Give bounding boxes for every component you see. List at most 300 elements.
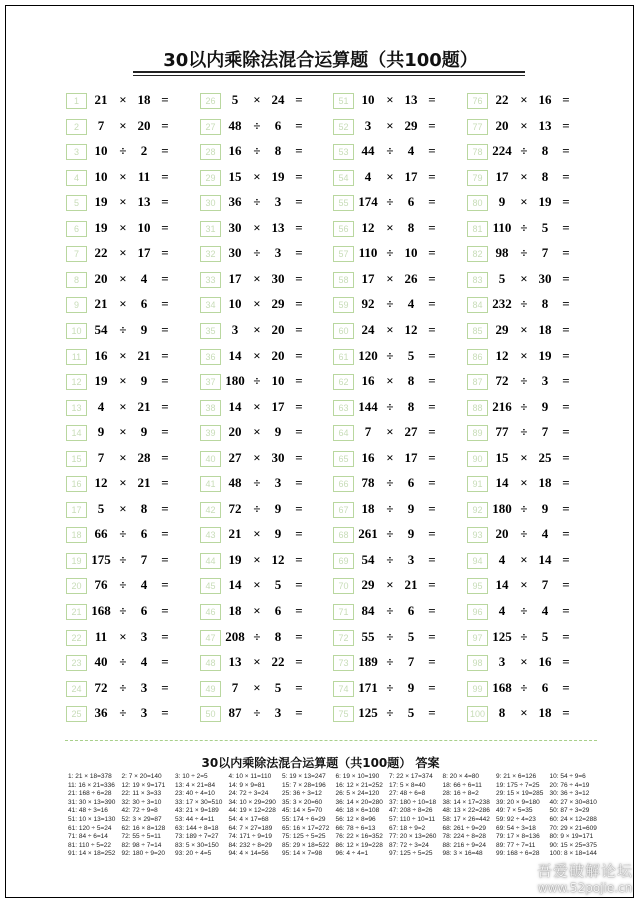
equals-sign: =: [295, 347, 303, 363]
operand-a: 216: [492, 398, 512, 414]
operand-a: 5: [97, 500, 105, 516]
operator: ×: [520, 117, 528, 133]
problem-number: 59: [333, 297, 354, 313]
operand-a: 29: [495, 321, 509, 337]
equals-sign: =: [428, 449, 436, 465]
problem-number: 21: [66, 604, 87, 620]
problem-number: 94: [467, 553, 488, 569]
operand-b: 11: [137, 168, 151, 184]
equals-sign: =: [428, 679, 436, 695]
answer-item: 34: 10 × 29=290: [228, 798, 276, 806]
operand-a: 208: [225, 628, 245, 644]
title-underline-thin: [133, 75, 525, 76]
equals-sign: =: [428, 373, 436, 389]
operator: ÷: [520, 628, 528, 644]
operator: ÷: [386, 603, 394, 618]
equals-sign: =: [428, 296, 436, 312]
problem-number: 88: [467, 400, 488, 416]
operator: ÷: [119, 679, 127, 695]
problem-number: 61: [333, 349, 354, 365]
operator: ×: [386, 373, 394, 389]
problem-number: 13: [66, 400, 87, 416]
watermark-line2: www.52pojie.cn: [537, 881, 633, 895]
problem-number: 63: [333, 400, 354, 416]
operator: ×: [253, 168, 261, 184]
operand-b: 3: [140, 679, 148, 695]
operand-a: 7: [364, 424, 372, 440]
operand-a: 19: [94, 219, 108, 235]
equals-sign: =: [295, 321, 303, 337]
answer-item: 62: 16 × 8=128: [121, 824, 166, 832]
operator: ÷: [520, 679, 528, 695]
operand-b: 9: [407, 526, 415, 542]
operand-a: 110: [358, 245, 378, 261]
equals-sign: =: [562, 398, 570, 414]
operand-a: 76: [94, 577, 108, 593]
equals-sign: =: [161, 92, 169, 107]
answer-item: 4: 10 × 11=110: [228, 773, 272, 780]
operand-b: 3: [407, 551, 415, 567]
operand-a: 4: [364, 168, 372, 184]
problem-number: 12: [66, 374, 87, 390]
equals-sign: =: [161, 270, 169, 286]
operator: ×: [386, 449, 394, 465]
answer-item: 14: 9 × 9=81: [228, 781, 266, 789]
equals-sign: =: [562, 475, 570, 491]
operator: ×: [386, 219, 394, 235]
answer-item: 23: 40 ÷ 4=10: [175, 790, 215, 798]
operator: ×: [253, 321, 261, 337]
operand-b: 7: [541, 577, 549, 593]
answer-item: 77: 20 × 13=260: [389, 833, 437, 841]
problem-number: 11: [66, 349, 87, 365]
operator: ×: [119, 245, 127, 261]
operator: ×: [520, 551, 528, 567]
answer-item: 82: 98 ÷ 7=14: [121, 841, 162, 849]
operator: ÷: [520, 398, 528, 414]
operand-b: 8: [407, 373, 415, 389]
operator: ÷: [520, 603, 528, 618]
problem-number: 26: [200, 93, 221, 109]
answer-item: 97: 125 ÷ 5=25: [389, 850, 433, 857]
answer-item: 92: 180 ÷ 9=20: [121, 850, 166, 857]
operator: ÷: [119, 654, 127, 670]
equals-sign: =: [428, 628, 436, 644]
operand-b: 7: [541, 424, 549, 440]
equals-sign: =: [428, 347, 436, 363]
problem-number: 6: [66, 221, 87, 237]
answer-item: 42: 72 ÷ 9=8: [121, 807, 158, 815]
answer-item: 8: 20 × 4=80: [442, 773, 480, 780]
answer-item: 10: 54 ÷ 9=6: [549, 773, 586, 780]
problem-number: 34: [200, 297, 221, 313]
operand-b: 5: [274, 679, 282, 695]
answer-item: 47: 208 ÷ 8=26: [389, 807, 433, 815]
operand-a: 48: [228, 475, 242, 491]
operand-a: 144: [358, 398, 378, 414]
equals-sign: =: [562, 500, 570, 516]
equals-sign: =: [295, 603, 303, 618]
equals-sign: =: [562, 424, 570, 440]
operator: ×: [520, 321, 528, 337]
answer-item: 7: 22 × 17=374: [389, 773, 433, 780]
answer-item: 15: 7 × 28=196: [282, 781, 326, 789]
operand-a: 7: [231, 679, 239, 695]
equals-sign: =: [295, 526, 303, 542]
equals-sign: =: [562, 551, 570, 567]
problem-number: 90: [467, 451, 488, 467]
answer-item: 45: 14 × 5=70: [282, 807, 323, 815]
operand-b: 7: [407, 654, 415, 670]
operand-a: 40: [94, 654, 108, 670]
operand-b: 9: [407, 500, 415, 516]
operator: ×: [520, 449, 528, 465]
problem-number: 8: [66, 272, 87, 288]
answer-item: 71: 84 ÷ 6=14: [68, 833, 108, 841]
equals-sign: =: [562, 219, 570, 235]
equals-sign: =: [562, 449, 570, 465]
operand-b: 16: [538, 92, 552, 107]
operand-b: 6: [140, 296, 148, 312]
operand-b: 13: [137, 194, 151, 210]
operand-a: 4: [498, 551, 506, 567]
operand-a: 30: [228, 245, 242, 261]
operand-b: 3: [541, 373, 549, 389]
problem-number: 100: [467, 706, 488, 722]
answer-item: 67: 18 ÷ 9=2: [389, 824, 426, 832]
equals-sign: =: [295, 679, 303, 695]
answer-item: 46: 18 × 6=108: [335, 807, 380, 815]
equals-sign: =: [161, 628, 169, 644]
answer-item: 31: 30 × 13=390: [68, 798, 116, 806]
equals-sign: =: [295, 398, 303, 414]
equals-sign: =: [562, 270, 570, 286]
operand-a: 14: [228, 347, 242, 363]
operator: ×: [520, 168, 528, 184]
problem-number: 47: [200, 630, 221, 646]
problem-number: 39: [200, 425, 221, 441]
problem-number: 48: [200, 655, 221, 671]
answer-divider: [65, 740, 597, 741]
equals-sign: =: [562, 92, 570, 107]
answer-item: 39: 20 × 9=180: [496, 798, 540, 806]
operator: ÷: [253, 705, 261, 721]
operand-a: 10: [94, 143, 108, 159]
operand-a: 19: [228, 551, 242, 567]
operator: ×: [253, 526, 261, 542]
equals-sign: =: [562, 603, 570, 618]
answer-item: 87: 72 ÷ 3=24: [389, 841, 429, 849]
operand-a: 7: [97, 449, 105, 465]
equals-sign: =: [161, 551, 169, 567]
answer-item: 95: 14 × 7=98: [282, 850, 323, 857]
operand-a: 54: [361, 551, 375, 567]
operand-b: 8: [407, 398, 415, 414]
equals-sign: =: [428, 551, 436, 567]
operator: ÷: [253, 194, 261, 210]
problem-number: 31: [200, 221, 221, 237]
equals-sign: =: [161, 168, 169, 184]
operand-b: 3: [274, 194, 282, 210]
answer-item: 13: 4 × 21=84: [175, 781, 216, 789]
equals-sign: =: [295, 551, 303, 567]
answer-item: 32: 30 ÷ 3=10: [121, 798, 162, 806]
operator: ×: [119, 92, 127, 107]
operand-a: 22: [94, 245, 108, 261]
operator: ÷: [520, 143, 528, 159]
operand-b: 13: [538, 117, 552, 133]
operator: ×: [386, 270, 394, 286]
operator: ÷: [520, 373, 528, 389]
operator: ÷: [253, 475, 261, 491]
operator: ÷: [520, 424, 528, 440]
problem-number: 98: [467, 655, 488, 671]
operator: ÷: [253, 500, 261, 516]
operand-b: 6: [541, 679, 549, 695]
answer-item: 74: 171 ÷ 9=19: [228, 833, 273, 841]
equals-sign: =: [295, 296, 303, 312]
operand-b: 9: [274, 526, 282, 542]
equals-sign: =: [295, 628, 303, 644]
operand-b: 8: [140, 500, 148, 516]
operator: ÷: [386, 500, 394, 516]
problem-number: 74: [333, 681, 354, 697]
problem-number: 43: [200, 527, 221, 543]
equals-sign: =: [161, 117, 169, 133]
operator: ÷: [119, 705, 127, 721]
answer-item: 88: 216 ÷ 9=24: [442, 841, 487, 849]
problem-number: 58: [333, 272, 354, 288]
operand-a: 14: [228, 398, 242, 414]
operator: ×: [253, 347, 261, 363]
watermark: [537, 860, 633, 895]
operand-a: 24: [361, 321, 375, 337]
operand-a: 10: [361, 92, 375, 107]
answer-item: 28: 16 ÷ 8=2: [442, 790, 479, 798]
problem-number: 64: [333, 425, 354, 441]
operator: ×: [386, 424, 394, 440]
operand-b: 4: [541, 603, 549, 618]
operator: ×: [253, 551, 261, 567]
equals-sign: =: [295, 373, 303, 389]
answer-item: 52: 3 × 29=87: [121, 816, 162, 823]
answer-item: 5: 19 × 13=247: [282, 773, 326, 780]
operand-a: 17: [361, 270, 375, 286]
problem-number: 3: [66, 144, 87, 160]
operand-b: 4: [541, 526, 549, 542]
operator: ÷: [386, 705, 394, 721]
operand-a: 13: [228, 654, 242, 670]
operand-a: 5: [498, 270, 506, 286]
operator: ×: [119, 398, 127, 414]
equals-sign: =: [428, 603, 436, 618]
operand-b: 6: [407, 475, 415, 491]
answer-item: 22: 11 × 3=33: [121, 790, 162, 798]
problem-number: 65: [333, 451, 354, 467]
answer-item: 54: 4 × 17=68: [228, 816, 269, 823]
operand-b: 5: [407, 705, 415, 721]
answer-item: 1: 21 × 18=378: [68, 773, 112, 780]
operator: ×: [119, 500, 127, 516]
answer-item: 17: 5 × 8=40: [389, 781, 426, 789]
operator: ÷: [386, 475, 394, 491]
equals-sign: =: [161, 347, 169, 363]
problem-number: 62: [333, 374, 354, 390]
operand-b: 12: [404, 321, 418, 337]
operand-b: 17: [404, 168, 418, 184]
equals-sign: =: [428, 705, 436, 721]
problem-number: 72: [333, 630, 354, 646]
operand-a: 4: [97, 398, 105, 414]
operand-b: 7: [541, 245, 549, 261]
operand-b: 29: [271, 296, 285, 312]
answer-item: 35: 3 × 20=60: [282, 798, 323, 806]
operand-a: 3: [364, 117, 372, 133]
problem-number: 36: [200, 349, 221, 365]
answer-item: 73: 189 ÷ 7=27: [175, 833, 219, 841]
problem-number: 14: [66, 425, 87, 441]
problem-number: 22: [66, 630, 87, 646]
problem-number: 37: [200, 374, 221, 390]
operand-a: 3: [498, 654, 506, 670]
operand-a: 4: [498, 603, 506, 618]
problem-number: 56: [333, 221, 354, 237]
operand-a: 72: [228, 500, 242, 516]
equals-sign: =: [161, 296, 169, 312]
operand-a: 10: [94, 168, 108, 184]
operand-a: 12: [361, 219, 375, 235]
operator: ×: [520, 92, 528, 107]
answer-item: 78: 224 ÷ 8=28: [442, 833, 487, 841]
answer-item: 24: 72 ÷ 3=24: [228, 790, 269, 798]
problem-number: 68: [333, 527, 354, 543]
operand-b: 17: [137, 245, 151, 261]
answer-item: 65: 16 × 17=272: [282, 824, 330, 832]
operand-b: 24: [271, 92, 285, 107]
problem-number: 1: [66, 93, 87, 109]
operand-b: 5: [541, 628, 549, 644]
problem-number: 78: [467, 144, 488, 160]
operand-b: 18: [137, 92, 151, 107]
equals-sign: =: [562, 296, 570, 312]
equals-sign: =: [295, 117, 303, 133]
operand-b: 21: [137, 475, 151, 491]
equals-sign: =: [161, 424, 169, 440]
equals-sign: =: [161, 526, 169, 542]
operator: ÷: [386, 628, 394, 644]
problem-number: 75: [333, 706, 354, 722]
problem-number: 82: [467, 246, 488, 262]
problem-number: 57: [333, 246, 354, 262]
answer-item: 26: 5 × 24=120: [335, 790, 380, 798]
operand-a: 16: [361, 449, 375, 465]
problem-number: 67: [333, 502, 354, 518]
answer-item: 94: 4 × 14=56: [228, 850, 269, 857]
problem-number: 49: [200, 681, 221, 697]
operand-a: 125: [492, 628, 512, 644]
operand-b: 9: [407, 679, 415, 695]
operand-a: 12: [94, 475, 108, 491]
equals-sign: =: [161, 245, 169, 261]
answer-item: 60: 24 × 12=288: [549, 816, 597, 823]
equals-sign: =: [428, 475, 436, 491]
equals-sign: =: [428, 424, 436, 440]
operator: ÷: [253, 373, 261, 389]
problem-number: 51: [333, 93, 354, 109]
answer-item: 30: 36 ÷ 3=12: [549, 790, 590, 798]
operand-a: 7: [97, 117, 105, 133]
operand-a: 110: [492, 219, 512, 235]
answer-item: 81: 110 ÷ 5=22: [68, 841, 112, 849]
answer-item: 64: 7 × 27=189: [228, 824, 273, 832]
answer-item: 2: 7 × 20=140: [121, 773, 162, 780]
operand-b: 13: [404, 92, 418, 107]
problem-number: 76: [467, 93, 488, 109]
problem-number: 71: [333, 604, 354, 620]
answer-item: 29: 15 × 19=285: [496, 790, 544, 798]
equals-sign: =: [295, 500, 303, 516]
operator: ×: [253, 270, 261, 286]
equals-sign: =: [428, 117, 436, 133]
operand-b: 20: [271, 321, 285, 337]
operator: ÷: [119, 551, 127, 567]
problem-number: 28: [200, 144, 221, 160]
problem-number: 99: [467, 681, 488, 697]
answer-item: 70: 29 × 21=609: [549, 824, 597, 832]
operand-a: 18: [228, 603, 242, 618]
operator: ÷: [386, 296, 394, 312]
worksheet-title: 30以内乘除法混合运算题（共100题）: [163, 50, 478, 71]
operator: ÷: [119, 603, 127, 618]
operand-a: 180: [492, 500, 512, 516]
answer-item: 63: 144 ÷ 8=18: [175, 824, 219, 832]
problem-number: 38: [200, 400, 221, 416]
operand-a: 9: [97, 424, 105, 440]
operator: ×: [119, 296, 127, 312]
operand-a: 14: [495, 475, 509, 491]
equals-sign: =: [562, 117, 570, 133]
operator: ×: [520, 705, 528, 721]
operand-a: 72: [94, 679, 108, 695]
problem-number: 50: [200, 706, 221, 722]
problem-number: 46: [200, 604, 221, 620]
answer-item: 72: 55 ÷ 5=11: [121, 833, 161, 841]
operand-a: 19: [94, 194, 108, 210]
equals-sign: =: [428, 321, 436, 337]
operand-b: 5: [274, 577, 282, 593]
operator: ×: [386, 117, 394, 133]
problem-number: 30: [200, 195, 221, 211]
answer-item: 51: 10 × 13=130: [68, 816, 116, 823]
operand-b: 8: [274, 628, 282, 644]
operand-a: 189: [358, 654, 378, 670]
operand-b: 19: [271, 168, 285, 184]
operand-b: 4: [140, 270, 148, 286]
operand-a: 12: [495, 347, 509, 363]
equals-sign: =: [428, 654, 436, 670]
problem-number: 42: [200, 502, 221, 518]
operand-a: 20: [495, 526, 509, 542]
operand-b: 2: [140, 143, 148, 159]
answer-item: 98: 3 × 16=48: [442, 850, 483, 857]
problem-number: 7: [66, 246, 87, 262]
operand-a: 168: [91, 603, 111, 618]
operand-a: 30: [228, 219, 242, 235]
operand-b: 3: [274, 705, 282, 721]
operand-a: 84: [361, 603, 375, 618]
problem-number: 54: [333, 170, 354, 186]
operand-b: 19: [538, 194, 552, 210]
